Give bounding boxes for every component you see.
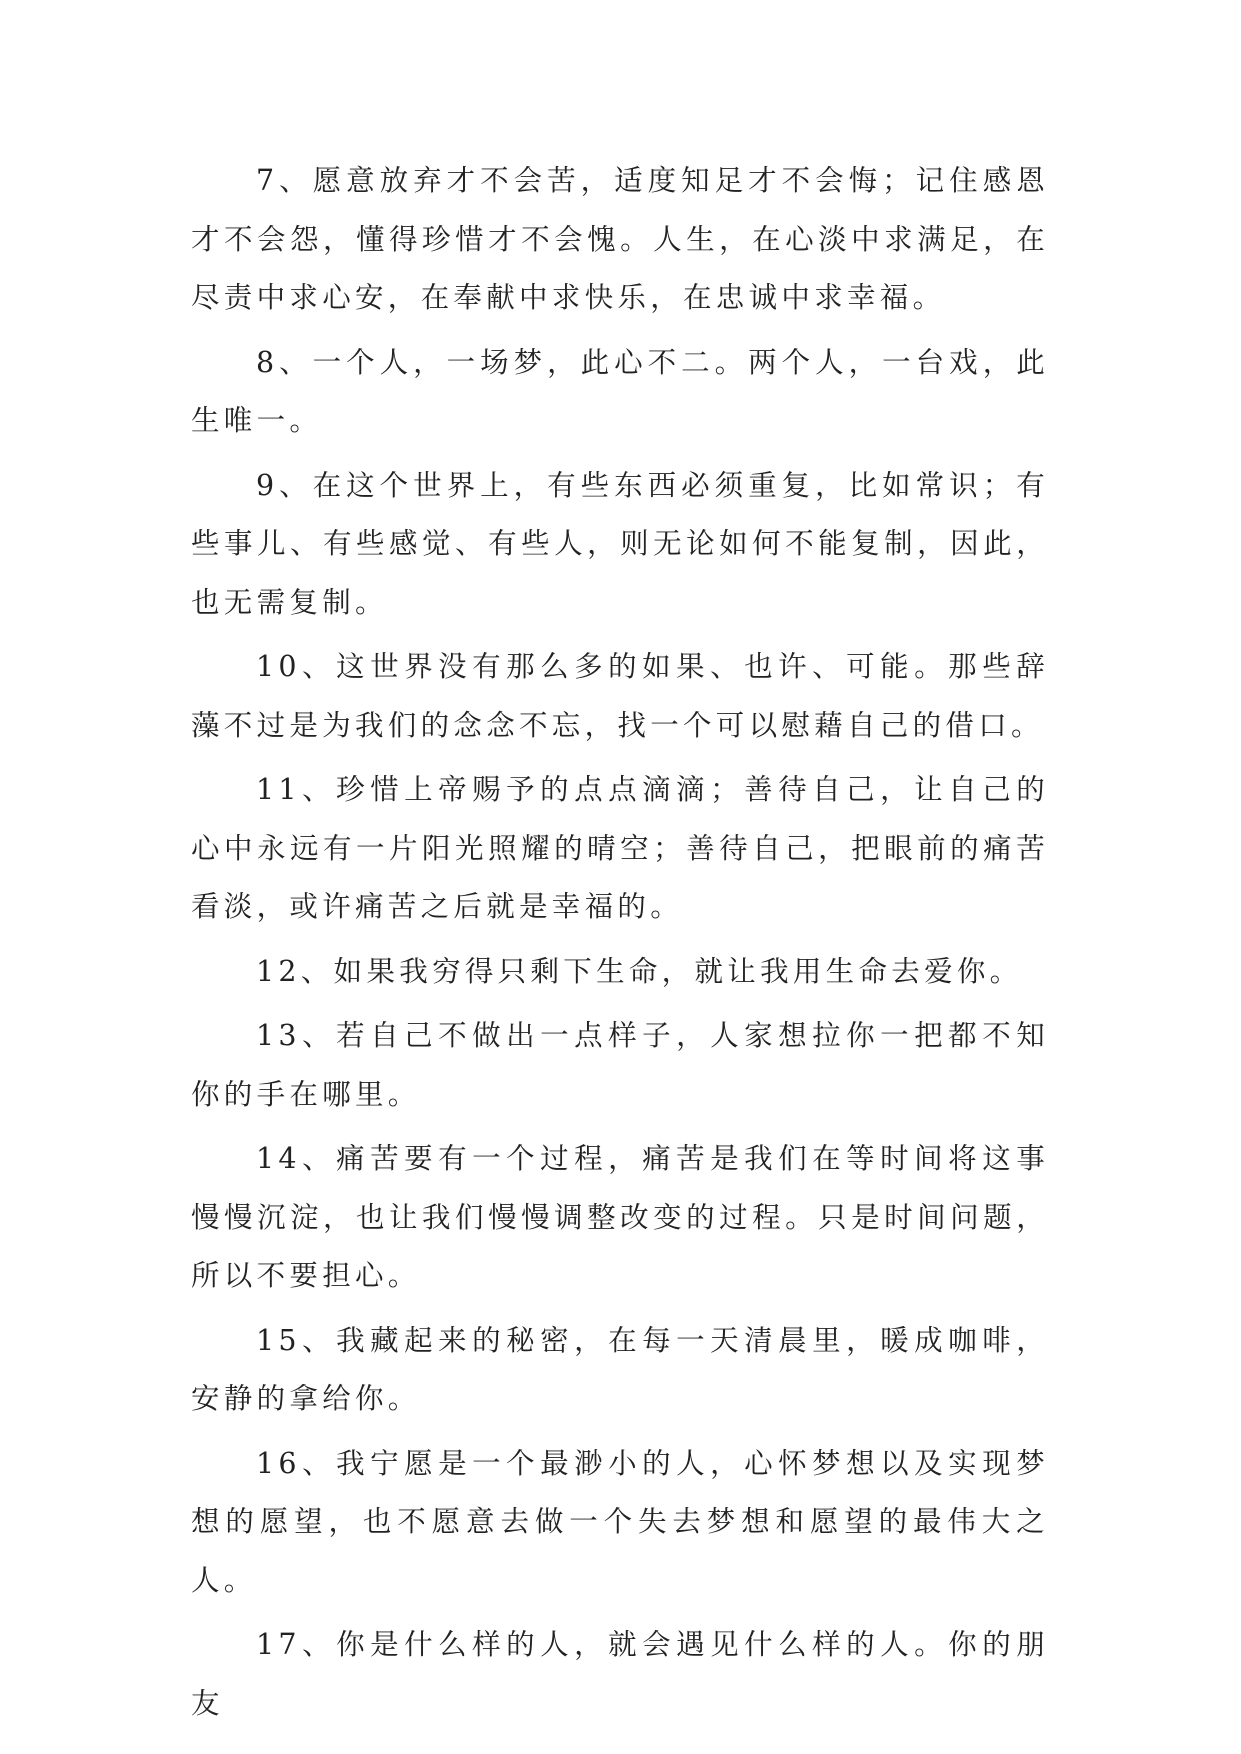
paragraph-15: 15、我藏起来的秘密，在每一天清晨里，暖成咖啡，安静的拿给你。 [191, 1323, 1049, 1415]
paragraph-11: 11、珍惜上帝赐予的点点滴滴；善待自己，让自己的心中永远有一片阳光照耀的晴空；善待自己，把眼前的痛苦看淡，或许痛苦之后就是幸福的。 [191, 773, 1049, 923]
paragraph-10: 10、这世界没有那么多的如果、也许、可能。那些辞藻不过是为我们的念念不忘，找一个可以慰藉自己的借口。 [191, 650, 1049, 742]
paragraph-16: 16、我宁愿是一个最渺小的人，心怀梦想以及实现梦想的愿望，也不愿意去做一个失去梦想和愿望的最伟大之人。 [191, 1446, 1049, 1597]
paragraph-17: 17、你是什么样的人，就会遇见什么样的人。你的朋友 [191, 1628, 1049, 1720]
paragraph-14: 14、痛苦要有一个过程，痛苦是我们在等时间将这事慢慢沉淀，也让我们慢慢调整改变的过程。只是时间问题，所以不要担心。 [191, 1142, 1049, 1292]
paragraph-12: 12、如果我穷得只剩下生命，就让我用生命去爱你。 [256, 954, 1023, 988]
paragraph-8: 8、一个人，一场梦，此心不二。两个人，一台戏，此生唯一。 [191, 345, 1049, 437]
paragraph-9: 9、在这个世界上，有些东西必须重复，比如常识；有些事儿、有些感觉、有些人，则无论如何不能复制，因此，也无需复制。 [191, 468, 1049, 619]
paragraph-13: 13、若自己不做出一点样子，人家想拉你一把都不知你的手在哪里。 [191, 1019, 1049, 1111]
paragraph-7: 7、愿意放弃才不会苦，适度知足才不会悔；记住感恩才不会怨，懂得珍惜才不会愧。人生，在心淡中求满足，在尽责中求心安，在奉献中求快乐，在忠诚中求幸福。 [191, 164, 1049, 314]
document-body [191, 152, 1049, 1739]
